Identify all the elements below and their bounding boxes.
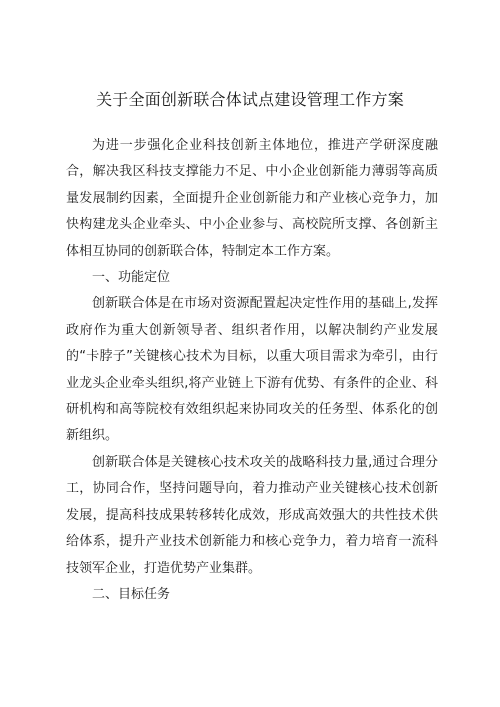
intro-paragraph: 为进一步强化企业科技创新主体地位，推进产学研深度融合，解决我区科技支撑能力不足、中小企业创新能力薄弱等高质量发展制约因素，全面提升企业创新能力和产业核心竞争力，加快构建龙头企业牵头、中小企业参与、高校院所支撑、各创新主体相互协同的创新联合体，特制定本工作方案。 (66, 138, 438, 259)
function-paragraph-1: 创新联合体是在市场对资源配置起决定性作用的基础上,发挥政府作为重大创新领导者、组织者作用，以解决制约产业发展的“卡脖子”关键核心技术为目标，以重大项目需求为牵引，由行业龙头企业牵头组织,将产业链上下游有优势、有条件的企业、科研机构和高等院校有效组织起来协同攻关的任务型、体系化的创新组织。 (66, 296, 438, 444)
section-heading-function: 一、功能定位 (92, 270, 171, 286)
document-title: 关于全面创新联合体试点建设管理工作方案 (96, 90, 404, 109)
function-paragraph-2: 创新联合体是关键核心技术攻关的战略科技力量,通过合理分工，协同合作，坚持问题导向，着力推动产业关键核心技术创新发展，提高科技成果转移转化成效，形成高效强大的共性技术供给体系，提升产业技术创新能力和核心竞争力，着力培育一流科技领军企业，打造优势产业集群。 (66, 454, 438, 576)
section-heading-goals: 二、目标任务 (92, 586, 171, 602)
document-body (66, 133, 438, 608)
